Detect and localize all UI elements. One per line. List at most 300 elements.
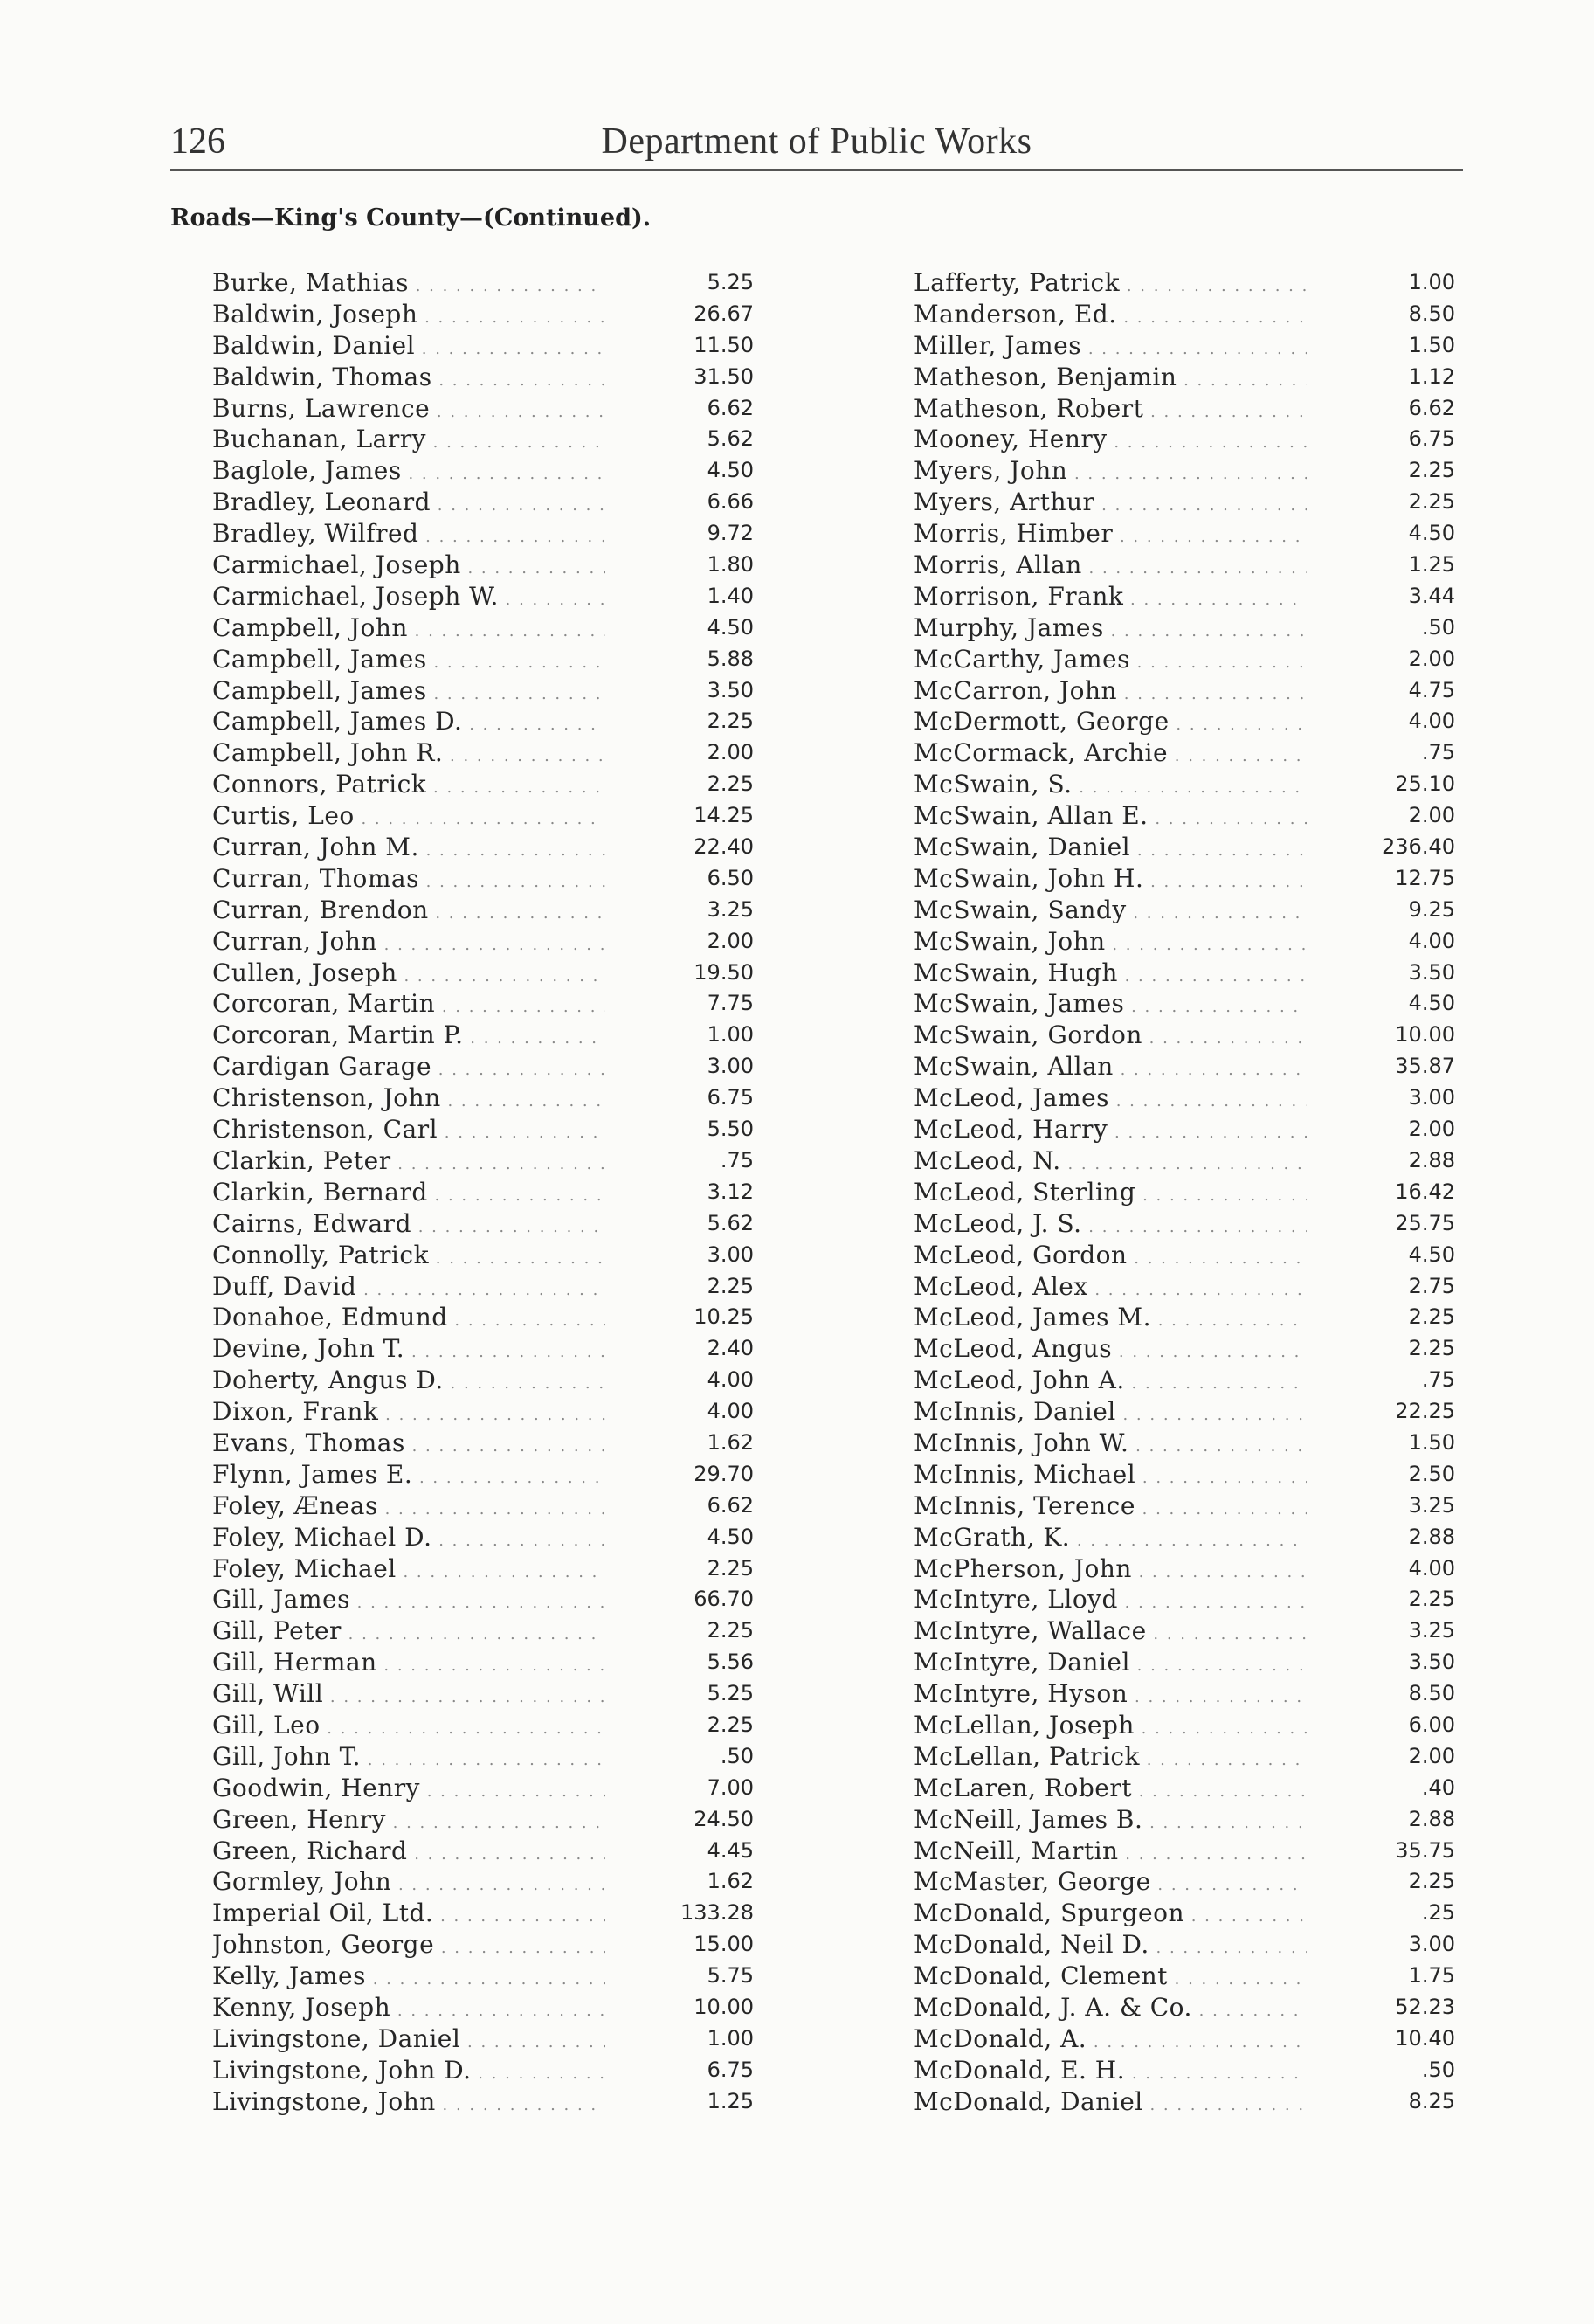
list-item [914, 675, 1455, 707]
payee-name: Cullen, Joseph . . . [212, 958, 605, 993]
list-item [212, 487, 754, 518]
payee-name: Campbell, James . . . [212, 644, 605, 679]
header-rule [170, 169, 1463, 171]
list-item [914, 644, 1455, 675]
list-item [212, 1804, 754, 1836]
payment-amount: 10.00 [1395, 1022, 1455, 1048]
payee-name: Kelly, James . . . [212, 1961, 605, 1995]
payee-name: Dixon, Frank . . . [212, 1396, 605, 1431]
payment-amount: 8.50 [1408, 1681, 1455, 1706]
list-item [212, 267, 754, 299]
payment-amount: 5.88 [707, 646, 754, 671]
payee-name: McLeod, James M. . . . [914, 1302, 1307, 1337]
payee-name: McLeod, Alex . . . [914, 1271, 1307, 1306]
payee-name: McInnis, Michael . . . [914, 1459, 1307, 1494]
payment-amount: 4.00 [707, 1399, 754, 1424]
list-item [212, 1992, 754, 2023]
list-item [914, 424, 1455, 455]
payee-name: Matheson, Benjamin . . . [914, 362, 1307, 397]
payee-name: McSwain, S. . . . [914, 769, 1307, 804]
list-item [212, 1929, 754, 1961]
list-item [914, 988, 1455, 1020]
list-item [914, 1302, 1455, 1333]
payment-amount: 2.25 [1408, 489, 1455, 515]
payee-name: Baldwin, Thomas . . . [212, 362, 605, 397]
payment-amount: 2.25 [1408, 458, 1455, 483]
payment-amount: 4.50 [1408, 521, 1455, 546]
list-item [914, 958, 1455, 989]
payee-name: McDonald, Neil D. . . . [914, 1929, 1307, 1964]
payee-name: McDermott, George . . . [914, 706, 1307, 741]
payment-amount: 5.62 [707, 426, 754, 452]
payee-name: Miller, James . . . [914, 330, 1307, 365]
payee-name: Cardigan Garage . . . [212, 1051, 605, 1086]
payee-name: McLeod, Harry . . . [914, 1114, 1307, 1149]
list-item [212, 550, 754, 581]
payee-name: McMaster, George . . . [914, 1866, 1307, 1901]
payee-name: McLellan, Patrick . . . [914, 1741, 1307, 1776]
list-item [212, 769, 754, 800]
payment-amount: 5.56 [707, 1650, 754, 1675]
payment-amount: .75 [1421, 1367, 1455, 1393]
list-item [914, 1992, 1455, 2023]
payee-name: Myers, John . . . [914, 455, 1307, 490]
list-item [212, 581, 754, 612]
list-item [914, 550, 1455, 581]
list-item [914, 2086, 1455, 2118]
list-item [914, 518, 1455, 550]
payment-amount: 6.50 [707, 865, 754, 890]
payee-name: Bradley, Wilfred . . . [212, 518, 605, 553]
payment-amount: 3.00 [707, 1242, 754, 1267]
payee-name: Livingstone, John . . . [212, 2086, 605, 2121]
list-item [914, 1678, 1455, 1710]
payment-amount: 5.50 [707, 1117, 754, 1142]
payee-name: McLellan, Joseph . . . [914, 1710, 1307, 1745]
payment-amount: 7.75 [707, 991, 754, 1016]
list-item [212, 926, 754, 958]
payee-name: Curtis, Leo . . . [212, 800, 605, 835]
payment-amount: 2.88 [1408, 1806, 1455, 1831]
payment-amount: 3.00 [1408, 1085, 1455, 1110]
payee-name: Matheson, Robert . . . [914, 393, 1307, 428]
payment-amount: 4.50 [707, 614, 754, 640]
section-heading: Roads—King's County—(Continued). [170, 204, 652, 232]
payment-amount: 1.00 [1408, 270, 1455, 294]
payee-name: McSwain, John H. . . . [914, 863, 1307, 898]
list-item [914, 1773, 1455, 1804]
payment-amount: 2.25 [707, 771, 754, 797]
payee-name: McSwain, Allan . . . [914, 1051, 1307, 1086]
list-item [914, 1741, 1455, 1773]
list-item [914, 1051, 1455, 1082]
payment-amount: 31.50 [693, 363, 754, 389]
payment-amount: 6.62 [707, 395, 754, 420]
payment-amount: 236.40 [1382, 834, 1455, 860]
list-item [212, 988, 754, 1020]
payee-name: Burke, Mathias . . . [212, 267, 605, 302]
payment-amount: 26.67 [693, 301, 754, 326]
payee-name: McLeod, John A. . . . [914, 1365, 1307, 1400]
payment-amount: 6.00 [1408, 1712, 1455, 1737]
list-item [212, 2055, 754, 2086]
list-item [212, 1459, 754, 1491]
payment-amount: 9.72 [707, 521, 754, 546]
list-item [914, 362, 1455, 393]
list-item [914, 1929, 1455, 1961]
payee-name: Bradley, Leonard . . . [212, 487, 605, 522]
payee-name: McDonald, A. . . . [914, 2023, 1307, 2058]
payee-name: Campbell, James . . . [212, 675, 605, 710]
payment-amount: 14.25 [693, 803, 754, 828]
payment-amount: 22.40 [693, 834, 754, 860]
payment-amount: 2.25 [707, 709, 754, 734]
payment-amount: 4.50 [707, 458, 754, 483]
list-item [212, 1553, 754, 1585]
payment-amount: 2.25 [707, 1273, 754, 1298]
list-item [212, 1302, 754, 1333]
list-item [212, 644, 754, 675]
list-item [212, 1240, 754, 1271]
payee-name: Campbell, John R. . . . [212, 737, 605, 772]
payee-name: McCarthy, James . . . [914, 644, 1307, 679]
payee-name: Curran, John . . . [212, 926, 605, 961]
list-item [212, 863, 754, 895]
payment-amount: 1.75 [1408, 1963, 1455, 1989]
list-item [212, 1271, 754, 1303]
payment-amount: 3.44 [1408, 583, 1455, 608]
payment-amount: 3.00 [1408, 1932, 1455, 1957]
payee-name: Doherty, Angus D. . . . [212, 1365, 605, 1400]
payee-name: Gill, James . . . [212, 1584, 605, 1619]
payee-name: Baldwin, Joseph . . . [212, 299, 605, 334]
list-item [914, 706, 1455, 737]
list-item [212, 330, 754, 362]
payee-name: McLeod, Gordon . . . [914, 1240, 1307, 1275]
payment-amount: .75 [720, 1147, 754, 1172]
payee-name: Foley, Michael . . . [212, 1553, 605, 1588]
payment-amount: 8.25 [1408, 2088, 1455, 2113]
payee-name: McLeod, J. S. . . . [914, 1208, 1307, 1243]
payment-amount: 2.25 [707, 1618, 754, 1643]
payee-name: McNeill, James B. . . . [914, 1804, 1307, 1839]
payee-name: Morrison, Frank . . . [914, 581, 1307, 616]
payee-name: Curran, Brendon . . . [212, 895, 605, 930]
list-item [212, 1866, 754, 1898]
payment-amount: 1.00 [707, 1022, 754, 1048]
list-item [212, 800, 754, 832]
list-item [212, 1898, 754, 1929]
list-item [914, 330, 1455, 362]
payee-name: McLeod, Sterling . . . [914, 1177, 1307, 1212]
payee-name: Gill, Peter . . . [212, 1615, 605, 1650]
payee-name: Imperial Oil, Ltd. . . . [212, 1898, 605, 1933]
payee-name: Burns, Lawrence . . . [212, 393, 605, 428]
payee-name: McSwain, Gordon . . . [914, 1020, 1307, 1055]
payment-amount: 3.50 [1408, 1650, 1455, 1675]
list-item [212, 455, 754, 487]
payee-name: Christenson, John . . . [212, 1082, 605, 1117]
list-item [212, 1082, 754, 1114]
list-item [914, 1082, 1455, 1114]
list-item [914, 1615, 1455, 1647]
payee-name: Christenson, Carl . . . [212, 1114, 605, 1149]
payee-name: Flynn, James E. . . . [212, 1459, 605, 1494]
payee-name: Johnston, George . . . [212, 1929, 605, 1964]
payee-name: McPherson, John . . . [914, 1553, 1307, 1588]
page-number: 126 [170, 121, 225, 162]
list-item [212, 1615, 754, 1647]
payee-name: McIntyre, Daniel . . . [914, 1647, 1307, 1682]
list-item [914, 769, 1455, 800]
list-item [914, 2055, 1455, 2086]
payment-amount: 3.12 [707, 1179, 754, 1204]
payee-name: McSwain, Hugh . . . [914, 958, 1307, 993]
list-item [212, 737, 754, 769]
payee-name: McLeod, James . . . [914, 1082, 1307, 1117]
payee-name: McNeill, Martin . . . [914, 1836, 1307, 1871]
payment-amount: 5.62 [707, 1210, 754, 1235]
running-title: Department of Public Works [601, 121, 1032, 162]
list-item [212, 1145, 754, 1177]
payee-name: Gill, Herman . . . [212, 1647, 605, 1682]
list-item [914, 2023, 1455, 2055]
payment-amount: 3.25 [707, 896, 754, 922]
list-item [212, 518, 754, 550]
payment-amount: 3.25 [1408, 1618, 1455, 1643]
list-item [212, 1020, 754, 1051]
list-item [212, 1428, 754, 1459]
list-item [212, 1177, 754, 1208]
list-item [914, 612, 1455, 644]
payment-amount: 25.10 [1395, 771, 1455, 797]
payment-amount: 6.66 [707, 489, 754, 515]
payee-name: Goodwin, Henry . . . [212, 1773, 605, 1808]
payee-name: Clarkin, Peter . . . [212, 1145, 605, 1180]
payee-name: Foley, Michael D. . . . [212, 1522, 605, 1557]
list-item [914, 1836, 1455, 1867]
list-item [914, 895, 1455, 926]
payment-amount: 6.75 [1408, 426, 1455, 452]
payment-amount: 3.50 [707, 677, 754, 702]
payment-amount: 2.25 [1408, 1869, 1455, 1894]
payment-amount: 4.50 [1408, 991, 1455, 1016]
list-item [212, 2086, 754, 2118]
list-item [914, 393, 1455, 425]
list-item [212, 2023, 754, 2055]
payee-name: McDonald, Daniel . . . [914, 2086, 1307, 2121]
payment-amount: .25 [1421, 1900, 1455, 1926]
payment-amount: 29.70 [693, 1461, 754, 1486]
payment-amount: 10.25 [693, 1304, 754, 1330]
payment-amount: 5.75 [707, 1963, 754, 1989]
payment-amount: 1.12 [1408, 363, 1455, 389]
list-item [212, 362, 754, 393]
left-column [212, 267, 754, 2118]
list-item [914, 1647, 1455, 1678]
list-item [212, 1710, 754, 1741]
list-item [914, 863, 1455, 895]
list-item [914, 1208, 1455, 1240]
payee-name: McGrath, K. . . . [914, 1522, 1307, 1557]
list-item [914, 581, 1455, 612]
list-item [212, 612, 754, 644]
payment-amount: 2.75 [1408, 1273, 1455, 1298]
list-item [914, 1240, 1455, 1271]
list-item [212, 1396, 754, 1428]
payee-name: McSwain, James . . . [914, 988, 1307, 1023]
list-item [212, 1208, 754, 1240]
list-item [212, 1584, 754, 1615]
payee-name: Foley, Æneas . . . [212, 1491, 605, 1525]
payee-name: Evans, Thomas . . . [212, 1428, 605, 1463]
payee-name: Morris, Allan . . . [914, 550, 1307, 584]
payee-name: Corcoran, Martin P. . . . [212, 1020, 605, 1055]
payee-name: Gill, Will . . . [212, 1678, 605, 1713]
payee-name: Murphy, James . . . [914, 612, 1307, 647]
list-item [914, 1553, 1455, 1585]
payment-amount: 2.25 [707, 1555, 754, 1580]
payment-amount: .75 [1421, 740, 1455, 765]
payment-amount: .50 [720, 1743, 754, 1768]
payee-name: McInnis, Terence . . . [914, 1491, 1307, 1525]
payment-amount: 2.25 [707, 1712, 754, 1737]
list-item [914, 1804, 1455, 1836]
payment-amount: 2.25 [1408, 1304, 1455, 1330]
payment-amount: 24.50 [693, 1806, 754, 1831]
payment-amount: 1.00 [707, 2025, 754, 2051]
payment-amount: 4.45 [707, 1837, 754, 1863]
payment-amount: 2.25 [1408, 1587, 1455, 1612]
payee-name: Myers, Arthur . . . [914, 487, 1307, 522]
payment-amount: 2.00 [707, 740, 754, 765]
payment-amount: .50 [1421, 2057, 1455, 2082]
payee-name: Livingstone, Daniel . . . [212, 2023, 605, 2058]
list-item [914, 1333, 1455, 1365]
payment-amount: 4.50 [707, 1524, 754, 1549]
payment-amount: 1.50 [1408, 332, 1455, 357]
payment-amount: 2.00 [1408, 1743, 1455, 1768]
list-item [212, 706, 754, 737]
list-item [914, 1271, 1455, 1303]
payment-amount: 4.00 [1408, 709, 1455, 734]
payment-amount: 1.62 [707, 1429, 754, 1455]
payee-name: McLeod, N. . . . [914, 1145, 1307, 1180]
payment-amount: 1.80 [707, 552, 754, 578]
payee-name: Curran, Thomas . . . [212, 863, 605, 898]
list-item [212, 1333, 754, 1365]
list-item [212, 1678, 754, 1710]
payment-amount: 4.00 [1408, 928, 1455, 953]
payment-amount: 6.75 [707, 1085, 754, 1110]
payment-amount: .40 [1421, 1774, 1455, 1800]
payment-amount: 4.00 [707, 1367, 754, 1393]
payment-amount: 8.50 [1408, 301, 1455, 326]
payee-name: McInnis, John W. . . . [914, 1428, 1307, 1463]
payment-amount: 3.50 [1408, 959, 1455, 985]
payee-name: Gormley, John . . . [212, 1866, 605, 1901]
list-item [914, 1145, 1455, 1177]
payee-name: Morris, Himber . . . [914, 518, 1307, 553]
payment-amount: 2.00 [707, 928, 754, 953]
list-item [914, 832, 1455, 863]
payment-amount: 19.50 [693, 959, 754, 985]
payment-amount: 1.40 [707, 583, 754, 608]
list-item [914, 1491, 1455, 1522]
payee-name: Campbell, James D. . . . [212, 706, 605, 741]
payee-name: Manderson, Ed. . . . [914, 299, 1307, 334]
payment-amount: 25.75 [1395, 1210, 1455, 1235]
payee-name: Gill, John T. . . . [212, 1741, 605, 1776]
list-item [914, 1428, 1455, 1459]
payee-name: Carmichael, Joseph . . . [212, 550, 605, 584]
list-item [914, 487, 1455, 518]
payment-amount: .50 [1421, 614, 1455, 640]
payment-amount: 4.00 [1408, 1555, 1455, 1580]
payee-name: Corcoran, Martin . . . [212, 988, 605, 1023]
payment-amount: 6.62 [707, 1492, 754, 1518]
list-item [914, 1114, 1455, 1145]
payment-amount: 2.40 [707, 1336, 754, 1361]
payee-name: Gill, Leo . . . [212, 1710, 605, 1745]
list-item [212, 1741, 754, 1773]
payment-amount: 2.00 [1408, 803, 1455, 828]
list-item [914, 1710, 1455, 1741]
list-item [914, 1365, 1455, 1396]
payee-name: Connolly, Patrick . . . [212, 1240, 605, 1275]
payment-amount: 52.23 [1395, 1994, 1455, 2019]
payment-amount: 1.50 [1408, 1429, 1455, 1455]
list-item [212, 1491, 754, 1522]
list-item [914, 800, 1455, 832]
list-item [914, 737, 1455, 769]
payee-name: McDonald, Clement . . . [914, 1961, 1307, 1995]
payee-name: Curran, John M. . . . [212, 832, 605, 867]
page-header [170, 121, 1463, 164]
payee-name: Green, Henry . . . [212, 1804, 605, 1839]
list-item [212, 1365, 754, 1396]
payee-name: Livingstone, John D. . . . [212, 2055, 605, 2090]
list-item [212, 1836, 754, 1867]
payee-name: McSwain, Sandy . . . [914, 895, 1307, 930]
payee-name: Duff, David . . . [212, 1271, 605, 1306]
payee-name: Donahoe, Edmund . . . [212, 1302, 605, 1337]
payee-name: Cairns, Edward . . . [212, 1208, 605, 1243]
payment-amount: 2.50 [1408, 1461, 1455, 1486]
list-item [212, 832, 754, 863]
right-column [914, 267, 1455, 2118]
payee-name: Lafferty, Patrick . . . [914, 267, 1307, 302]
payee-name: Buchanan, Larry . . . [212, 424, 605, 459]
payee-name: McCormack, Archie . . . [914, 737, 1307, 772]
payee-name: Baglole, James . . . [212, 455, 605, 490]
list-item [212, 895, 754, 926]
list-item [914, 926, 1455, 958]
list-item [212, 1522, 754, 1553]
payee-name: McCarron, John . . . [914, 675, 1307, 710]
payment-amount: 5.25 [707, 270, 754, 294]
list-item [914, 1898, 1455, 1929]
list-item [212, 1647, 754, 1678]
payment-amount: 4.50 [1408, 1242, 1455, 1267]
payee-name: McDonald, J. A. & Co. . . . [914, 1992, 1307, 2027]
payment-amount: 5.25 [707, 1681, 754, 1706]
payment-amount: 10.00 [693, 1994, 754, 2019]
payment-amount: 11.50 [693, 332, 754, 357]
list-item [914, 1522, 1455, 1553]
list-item [212, 299, 754, 330]
payment-amount: 1.62 [707, 1869, 754, 1894]
